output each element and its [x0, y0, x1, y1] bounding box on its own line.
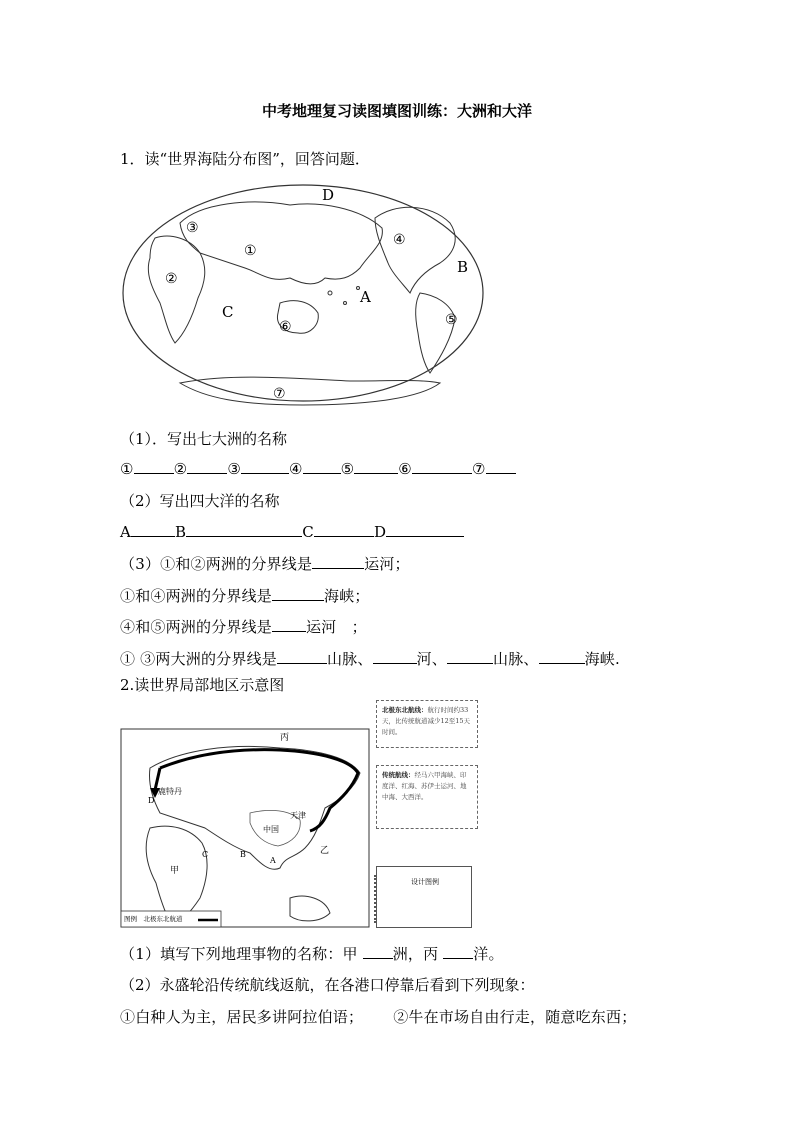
map1-label-C: C: [222, 303, 234, 321]
world-map-svg: [120, 183, 490, 413]
regional-map-svg: [120, 728, 370, 928]
map2-label-tianjin: 天津: [290, 811, 306, 820]
blank-label-1: ①: [120, 460, 134, 478]
traditional-route-text: 经马六甲海峡、印度洋、红海、苏伊士运河、地中海、大西洋。: [382, 771, 467, 801]
map1-label-1: ①: [244, 243, 257, 259]
map2-label-D: D: [148, 796, 155, 805]
map1-label-7: ⑦: [273, 386, 286, 402]
q1-sub1: （1）．写出七大洲的名称: [120, 430, 288, 448]
blank-label-2: ②: [173, 460, 188, 478]
map2-label-B: B: [240, 850, 246, 859]
q1-sub3-a: [120, 553, 410, 574]
q2-sub2-item-2: ②牛在市场自由行走，随意吃东西；: [393, 1008, 637, 1026]
world-land-sea-map: [120, 183, 490, 413]
sub3-a-blank[interactable]: [312, 554, 364, 569]
map2-label-C: C: [202, 850, 209, 859]
q1-sub2-blanks: [120, 522, 464, 541]
q1-sub1-blanks: [120, 459, 516, 478]
q2-sub2: （2）永盛轮沿传统航线返航，在各港口停靠后看到下列现象：: [120, 976, 535, 994]
answer-blank-5[interactable]: [354, 459, 398, 474]
sub3-d-text: ① ③两大洲的分界线是: [120, 650, 277, 668]
ocean-label-C: C: [302, 523, 314, 541]
q2-sub1: [120, 943, 504, 964]
blank-label-6: ⑥: [398, 460, 412, 478]
sub3-d-blank-3[interactable]: [447, 649, 493, 664]
q2-sub1-blank-1[interactable]: [363, 944, 393, 959]
map2-label-yi: 乙: [320, 846, 330, 856]
q1-sub3-d: [120, 648, 620, 669]
sub3-d-mid-3: 山脉、: [493, 650, 539, 668]
q1-sub3-b: [120, 585, 370, 606]
answer-blank-1[interactable]: [134, 459, 174, 474]
map1-label-B: B: [457, 258, 469, 276]
sub3-a-text: （3）①和②两洲的分界线是: [120, 555, 313, 573]
map1-label-6: ⑥: [279, 319, 292, 335]
q2-sub1-blank-2[interactable]: [443, 944, 473, 959]
sub3-a-suffix: 运河；: [364, 555, 410, 573]
ocean-label-D: D: [373, 523, 387, 541]
map2-label-rotterdam: 鹿特丹: [158, 787, 182, 796]
arctic-route-text: 航行时间约33天，比传统航道减少12至15天时间。: [382, 706, 471, 736]
blank-label-7: ⑦: [471, 460, 486, 478]
q2-sub1-mid: 洲，丙: [392, 945, 439, 963]
map1-label-3: ③: [186, 220, 199, 236]
page-title: 中考地理复习读图填图训练：大洲和大洋: [261, 102, 532, 120]
arctic-route-note: [376, 700, 478, 748]
design-legend-title: 设计图例: [411, 878, 439, 886]
q1-sub2: （2）写出四大洋的名称: [120, 492, 280, 510]
q2-sub2-item-1: ①白种人为主，居民多讲阿拉伯语；: [120, 1008, 364, 1026]
regional-map: [120, 728, 370, 928]
question-2-heading: 2.读世界局部地区示意图: [120, 676, 285, 694]
answer-blank-7[interactable]: [486, 459, 516, 474]
map1-label-2: ②: [165, 271, 178, 287]
ocean-blank-A[interactable]: [131, 522, 175, 537]
sub3-d-blank-2[interactable]: [373, 649, 417, 664]
q2-sub1-suffix: 洋。: [473, 945, 504, 963]
sub3-d-mid-1: 山脉、: [326, 650, 373, 668]
map2-label-china: 中国: [263, 825, 279, 834]
map1-label-5: ⑤: [445, 312, 458, 328]
sub3-b-blank[interactable]: [272, 586, 324, 601]
ocean-blank-B[interactable]: [186, 522, 302, 537]
sub3-b-text: ①和④两洲的分界线是: [120, 587, 273, 605]
blank-label-5: ⑤: [340, 460, 355, 478]
q2-sub1-text: （1）填写下列地理事物的名称：甲: [120, 945, 358, 963]
sub3-c-blank[interactable]: [272, 617, 306, 632]
ocean-label-B: B: [175, 523, 187, 541]
arctic-route-title: 北极东北航线：: [382, 706, 428, 714]
notebook-binding: [374, 875, 382, 923]
answer-blank-2[interactable]: [187, 459, 227, 474]
sub3-b-suffix: 海峡；: [324, 587, 370, 605]
map1-label-D: D: [322, 186, 335, 204]
map2-label-jia: 甲: [170, 866, 180, 876]
sub3-d-suffix: 海峡.: [584, 650, 620, 668]
blank-label-4: ④: [288, 460, 303, 478]
answer-blank-6[interactable]: [412, 459, 472, 474]
map1-label-A: A: [360, 288, 371, 306]
sub3-d-blank-4[interactable]: [539, 649, 585, 664]
map2-label-A: A: [270, 856, 276, 865]
sub3-d-blank-1[interactable]: [277, 649, 327, 664]
ocean-blank-C[interactable]: [314, 522, 374, 537]
sub3-d-mid-2: 河、: [416, 650, 447, 668]
q2-sub2-items: [120, 1006, 636, 1027]
design-legend-box[interactable]: [376, 866, 472, 928]
traditional-route-note: [376, 765, 478, 829]
q1-sub3-c: [120, 616, 367, 637]
traditional-route-title: 传统航线：: [382, 771, 415, 779]
ocean-blank-D[interactable]: [386, 522, 464, 537]
question-1-heading: 1．读“世界海陆分布图”，回答问题．: [120, 150, 370, 168]
map1-label-4: ④: [393, 232, 406, 248]
map2-label-bing: 丙: [280, 733, 290, 743]
map2-legend: 图例 北极东北航道: [124, 915, 183, 923]
answer-blank-3[interactable]: [241, 459, 289, 474]
sub3-c-text: ④和⑤两洲的分界线是: [120, 618, 273, 636]
blank-label-3: ③: [227, 460, 241, 478]
answer-blank-4[interactable]: [303, 459, 341, 474]
ocean-label-A: A: [120, 523, 132, 541]
sub3-c-suffix: 运河 ；: [306, 618, 367, 636]
